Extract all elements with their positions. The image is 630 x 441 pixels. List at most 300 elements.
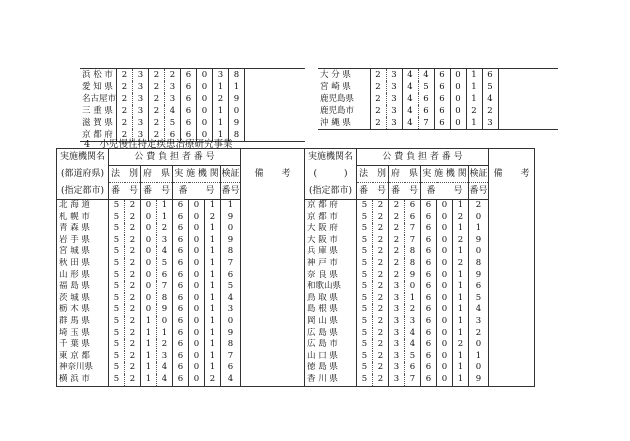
digit-cell: 0 — [189, 316, 205, 328]
digit-cell: 6 — [173, 304, 189, 316]
digit-cell: 1 — [213, 117, 229, 129]
digit-cell: 0 — [189, 212, 205, 224]
digit-cell: 4 — [165, 105, 181, 117]
digit-cell: 2 — [469, 200, 489, 212]
digit-cell: 0 — [437, 212, 453, 224]
digit-cell: 0 — [189, 374, 205, 386]
digit-cell: 0 — [189, 304, 205, 316]
digit-cell: 0 — [469, 339, 489, 351]
digit-cell: 6 — [181, 81, 197, 93]
digit-cell: 4 — [402, 69, 418, 82]
digit-cell: 0 — [197, 93, 213, 105]
digit-cell: 6 — [418, 105, 434, 117]
agency-name: 京 都 府 — [82, 130, 113, 140]
digit-cell: 3 — [389, 328, 405, 340]
table-row — [80, 81, 305, 93]
digit-cell: 5 — [109, 362, 125, 374]
digit-cell: 7 — [405, 374, 421, 386]
digit-cell: 2 — [125, 351, 141, 363]
digit-cell: 5 — [357, 374, 373, 386]
table-row — [57, 246, 535, 258]
digit-cell: 4 — [402, 93, 418, 105]
digit-cell: 1 — [453, 362, 469, 374]
digit-cell: 2 — [373, 351, 389, 363]
remarks-cell — [498, 81, 558, 93]
digit-cell: 1 — [205, 362, 221, 374]
digit-cell: 9 — [469, 270, 489, 282]
digit-cell: 1 — [205, 293, 221, 305]
digit-cell: 3 — [386, 93, 402, 105]
digit-cell: 2 — [389, 270, 405, 282]
digit-cell: 0 — [141, 281, 157, 293]
table-row — [57, 281, 535, 293]
digit-cell: 4 — [405, 339, 421, 351]
digit-cell: 2 — [453, 235, 469, 247]
digit-cell: 6 — [181, 105, 197, 117]
digit-cell: 0 — [189, 223, 205, 235]
remarks-cell — [245, 69, 305, 82]
remarks-cell — [489, 293, 535, 305]
digit-cell: 9 — [469, 374, 489, 386]
digit-cell: 6 — [173, 200, 189, 212]
digit-cell: 1 — [205, 316, 221, 328]
header-pref-2-right: 番 号 — [389, 183, 421, 200]
digit-cell: 3 — [469, 316, 489, 328]
agency-name: 秋 田 県 — [59, 257, 90, 268]
agency-name: 宮 崎 県 — [320, 82, 351, 92]
digit-cell: 2 — [205, 374, 221, 386]
digit-cell: 2 — [149, 93, 165, 105]
digit-cell: 6 — [421, 374, 437, 386]
digit-cell: 1 — [453, 351, 469, 363]
digit-cell: 3 — [389, 374, 405, 386]
digit-cell: 5 — [109, 339, 125, 351]
table-row — [80, 117, 305, 129]
digit-cell: 0 — [450, 117, 466, 130]
header-city: (指定都市) — [57, 183, 109, 200]
table-row — [80, 69, 305, 82]
digit-cell: 0 — [437, 351, 453, 363]
digit-cell: 3 — [386, 105, 402, 117]
agency-name: 滋 賀 県 — [82, 118, 113, 128]
digit-cell: 5 — [482, 81, 498, 93]
digit-cell: 2 — [149, 105, 165, 117]
digit-cell: 6 — [421, 293, 437, 305]
digit-cell: 2 — [125, 200, 141, 212]
digit-cell: 2 — [373, 223, 389, 235]
digit-cell: 0 — [437, 362, 453, 374]
remarks-cell — [241, 362, 305, 374]
digit-cell: 0 — [197, 81, 213, 93]
digit-cell: 9 — [469, 235, 489, 247]
digit-cell: 3 — [165, 81, 181, 93]
table-row — [80, 93, 305, 105]
digit-cell: 1 — [157, 328, 173, 340]
digit-cell: 1 — [141, 316, 157, 328]
remarks-cell — [489, 351, 535, 363]
digit-cell: 6 — [482, 69, 498, 82]
digit-cell: 1 — [205, 351, 221, 363]
digit-cell: 0 — [189, 362, 205, 374]
digit-cell: 6 — [173, 270, 189, 282]
digit-cell: 0 — [437, 246, 453, 258]
header-agency-num-right: 実 施 機 関 — [421, 166, 469, 183]
digit-cell: 2 — [157, 223, 173, 235]
digit-cell: 1 — [141, 339, 157, 351]
digit-cell: 0 — [141, 246, 157, 258]
digit-cell: 6 — [434, 69, 450, 82]
digit-cell: 0 — [437, 374, 453, 386]
digit-cell: 6 — [434, 93, 450, 105]
digit-cell: 2 — [469, 328, 489, 340]
header-pref-right: 府 県 — [389, 166, 421, 183]
agency-name: 香 川 県 — [305, 374, 357, 386]
agency-name: 大 阪 府 — [305, 223, 357, 235]
digit-cell: 1 — [205, 339, 221, 351]
digit-cell: 6 — [421, 200, 437, 212]
digit-cell: 2 — [117, 81, 133, 93]
digit-cell: 6 — [405, 362, 421, 374]
digit-cell: 4 — [402, 81, 418, 93]
digit-cell: 2 — [373, 374, 389, 386]
digit-cell: 9 — [405, 270, 421, 282]
digit-cell: 2 — [125, 281, 141, 293]
digit-cell: 6 — [173, 316, 189, 328]
digit-cell: 2 — [117, 105, 133, 117]
digit-cell: 6 — [221, 270, 241, 282]
digit-cell: 5 — [109, 304, 125, 316]
digit-cell: 0 — [189, 339, 205, 351]
digit-cell: 3 — [389, 293, 405, 305]
digit-cell: 0 — [141, 304, 157, 316]
digit-cell: 0 — [197, 117, 213, 129]
header-agency: 実施機関名 — [59, 152, 105, 163]
table-row — [57, 223, 535, 235]
digit-cell: 4 — [469, 304, 489, 316]
digit-cell: 1 — [466, 117, 482, 130]
digit-cell: 1 — [141, 374, 157, 386]
remarks-cell — [489, 200, 535, 212]
top-left-table — [80, 68, 305, 142]
digit-cell: 1 — [205, 258, 221, 270]
remarks-cell — [241, 200, 305, 212]
header-check-right: 検証 — [469, 166, 489, 183]
digit-cell: 5 — [109, 316, 125, 328]
digit-cell: 0 — [221, 223, 241, 235]
agency-name: 浜 松 市 — [82, 70, 113, 80]
digit-cell: 0 — [450, 105, 466, 117]
agency-name: 岩 手 県 — [59, 234, 90, 245]
table-row — [57, 374, 535, 386]
agency-name: 福 島 県 — [59, 281, 90, 292]
table-row — [57, 339, 535, 351]
digit-cell: 3 — [386, 117, 402, 130]
agency-name: 兵 庫 県 — [305, 246, 357, 258]
digit-cell: 2 — [149, 69, 165, 82]
digit-cell: 0 — [141, 212, 157, 224]
digit-cell: 6 — [173, 328, 189, 340]
agency-name: 名古屋市 — [82, 94, 117, 104]
digit-cell: 6 — [173, 212, 189, 224]
header-pref: 府 県 — [141, 166, 173, 183]
remarks-cell — [489, 246, 535, 258]
digit-cell: 1 — [453, 293, 469, 305]
digit-cell: 0 — [437, 235, 453, 247]
table-row — [80, 105, 305, 117]
digit-cell: 6 — [418, 93, 434, 105]
digit-cell: 3 — [133, 93, 149, 105]
digit-cell: 1 — [229, 81, 245, 93]
header-remarks: 備 考 — [241, 149, 305, 200]
remarks-cell — [489, 362, 535, 374]
digit-cell: 0 — [189, 200, 205, 212]
remarks-cell — [241, 351, 305, 363]
remarks-cell — [241, 212, 305, 224]
digit-cell: 0 — [141, 223, 157, 235]
digit-cell: 5 — [357, 316, 373, 328]
digit-cell: 2 — [117, 93, 133, 105]
digit-cell: 1 — [469, 351, 489, 363]
agency-name: 山 口 県 — [305, 351, 357, 363]
digit-cell: 0 — [437, 293, 453, 305]
digit-cell: 3 — [157, 235, 173, 247]
table-row — [57, 235, 535, 247]
digit-cell: 2 — [117, 69, 133, 82]
remarks-cell — [489, 316, 535, 328]
digit-cell: 2 — [125, 339, 141, 351]
header-city-right: (指定都市) — [305, 183, 357, 200]
remarks-cell — [489, 339, 535, 351]
digit-cell: 6 — [421, 351, 437, 363]
digit-cell: 2 — [125, 235, 141, 247]
digit-cell: 2 — [125, 258, 141, 270]
digit-cell: 1 — [453, 223, 469, 235]
digit-cell: 2 — [373, 328, 389, 340]
digit-cell: 5 — [109, 235, 125, 247]
header-check-2: 番号 — [221, 183, 241, 200]
remarks-cell — [489, 270, 535, 282]
header-law: 法 別 — [109, 166, 141, 183]
digit-cell: 8 — [221, 246, 241, 258]
digit-cell: 1 — [466, 81, 482, 93]
digit-cell: 2 — [373, 293, 389, 305]
digit-cell: 0 — [437, 200, 453, 212]
digit-cell: 6 — [165, 129, 181, 142]
digit-cell: 6 — [434, 105, 450, 117]
remarks-cell — [489, 374, 535, 386]
digit-cell: 2 — [125, 304, 141, 316]
digit-cell: 6 — [434, 81, 450, 93]
table-row — [57, 362, 535, 374]
digit-cell: 2 — [149, 117, 165, 129]
digit-cell: 5 — [357, 200, 373, 212]
digit-cell: 5 — [357, 304, 373, 316]
header-agency-num-2: 番 号 — [173, 183, 221, 200]
digit-cell: 2 — [373, 212, 389, 224]
digit-cell: 4 — [405, 328, 421, 340]
digit-cell: 5 — [469, 293, 489, 305]
digit-cell: 2 — [389, 246, 405, 258]
digit-cell: 2 — [466, 105, 482, 117]
digit-cell: 1 — [205, 223, 221, 235]
digit-cell: 2 — [405, 304, 421, 316]
table-row — [318, 81, 558, 93]
digit-cell: 8 — [221, 339, 241, 351]
header-remarks-right: 備 考 — [489, 149, 535, 200]
agency-name: 和歌山県 — [305, 281, 357, 293]
digit-cell: 5 — [109, 258, 125, 270]
digit-cell: 2 — [373, 246, 389, 258]
digit-cell: 1 — [453, 328, 469, 340]
digit-cell: 2 — [373, 281, 389, 293]
digit-cell: 0 — [437, 328, 453, 340]
digit-cell: 3 — [389, 362, 405, 374]
digit-cell: 6 — [405, 200, 421, 212]
digit-cell: 2 — [125, 293, 141, 305]
digit-cell: 2 — [482, 105, 498, 117]
digit-cell: 2 — [125, 316, 141, 328]
digit-cell: 0 — [437, 281, 453, 293]
remarks-cell — [241, 316, 305, 328]
digit-cell: 3 — [221, 304, 241, 316]
digit-cell: 0 — [437, 223, 453, 235]
digit-cell: 6 — [421, 328, 437, 340]
remarks-cell — [241, 281, 305, 293]
digit-cell: 5 — [357, 362, 373, 374]
digit-cell: 6 — [173, 374, 189, 386]
top-right-table — [318, 68, 558, 130]
digit-cell: 9 — [229, 93, 245, 105]
digit-cell: 3 — [386, 69, 402, 82]
table-row — [318, 93, 558, 105]
remarks-cell — [489, 304, 535, 316]
remarks-cell — [245, 129, 305, 142]
agency-name: 鳥 取 県 — [305, 293, 357, 305]
table-row — [57, 328, 535, 340]
digit-cell: 6 — [181, 93, 197, 105]
digit-cell: 2 — [165, 69, 181, 82]
digit-cell: 6 — [421, 281, 437, 293]
digit-cell: 2 — [125, 374, 141, 386]
header-law-2: 番 号 — [109, 183, 141, 200]
digit-cell: 2 — [125, 246, 141, 258]
digit-cell: 5 — [109, 200, 125, 212]
digit-cell: 2 — [125, 328, 141, 340]
digit-cell: 0 — [189, 351, 205, 363]
remarks-cell — [498, 105, 558, 117]
table-row — [57, 270, 535, 282]
digit-cell: 1 — [205, 200, 221, 212]
digit-cell: 4 — [157, 246, 173, 258]
agency-name: 神奈川県 — [59, 362, 94, 373]
digit-cell: 2 — [389, 235, 405, 247]
digit-cell: 6 — [181, 129, 197, 142]
digit-cell: 0 — [469, 246, 489, 258]
table-row — [318, 117, 558, 130]
remarks-cell — [241, 270, 305, 282]
digit-cell: 0 — [141, 235, 157, 247]
digit-cell: 6 — [421, 258, 437, 270]
digit-cell: 1 — [453, 316, 469, 328]
digit-cell: 5 — [221, 281, 241, 293]
agency-name: 群 馬 県 — [59, 315, 90, 326]
header-pref-2: 番 号 — [141, 183, 173, 200]
digit-cell: 1 — [405, 293, 421, 305]
digit-cell: 2 — [373, 339, 389, 351]
digit-cell: 2 — [373, 235, 389, 247]
digit-cell: 4 — [157, 362, 173, 374]
digit-cell: 1 — [213, 81, 229, 93]
header-payer-number: 公 費 負 担 者 番 号 — [109, 149, 241, 166]
remarks-cell — [241, 293, 305, 305]
header-agency-num: 実 施 機 関 — [173, 166, 221, 183]
digit-cell: 0 — [437, 304, 453, 316]
header-agency-right: 実施機関名 — [305, 149, 357, 166]
agency-name: 広 島 市 — [305, 339, 357, 351]
agency-name: 北 海 道 — [59, 200, 90, 210]
digit-cell: 3 — [133, 105, 149, 117]
agency-name: 大 阪 市 — [305, 235, 357, 247]
digit-cell: 6 — [405, 212, 421, 224]
remarks-cell — [241, 339, 305, 351]
digit-cell: 1 — [205, 235, 221, 247]
remarks-cell — [241, 246, 305, 258]
digit-cell: 1 — [157, 212, 173, 224]
digit-cell: 0 — [141, 200, 157, 212]
digit-cell: 5 — [357, 328, 373, 340]
digit-cell: 6 — [421, 235, 437, 247]
digit-cell: 1 — [453, 246, 469, 258]
digit-cell: 2 — [157, 339, 173, 351]
digit-cell: 2 — [389, 223, 405, 235]
digit-cell: 1 — [453, 200, 469, 212]
digit-cell: 0 — [189, 293, 205, 305]
table-row — [57, 200, 535, 212]
agency-name: 千 葉 県 — [59, 339, 90, 350]
digit-cell: 5 — [109, 281, 125, 293]
digit-cell: 5 — [357, 258, 373, 270]
digit-cell: 6 — [173, 281, 189, 293]
digit-cell: 5 — [165, 117, 181, 129]
digit-cell: 0 — [469, 212, 489, 224]
digit-cell: 5 — [357, 235, 373, 247]
digit-cell: 3 — [389, 351, 405, 363]
digit-cell: 1 — [141, 328, 157, 340]
digit-cell: 2 — [373, 304, 389, 316]
table-row — [57, 316, 535, 328]
digit-cell: 3 — [389, 316, 405, 328]
digit-cell: 6 — [181, 117, 197, 129]
agency-name: 山 形 県 — [59, 269, 90, 280]
digit-cell: 2 — [370, 117, 386, 130]
digit-cell: 3 — [213, 69, 229, 82]
digit-cell: 7 — [405, 223, 421, 235]
digit-cell: 3 — [389, 339, 405, 351]
digit-cell: 2 — [149, 129, 165, 142]
digit-cell: 2 — [370, 69, 386, 82]
digit-cell: 1 — [157, 200, 173, 212]
remarks-cell — [498, 93, 558, 105]
digit-cell: 9 — [229, 117, 245, 129]
digit-cell: 3 — [133, 129, 149, 142]
remarks-cell — [241, 258, 305, 270]
digit-cell: 1 — [453, 374, 469, 386]
digit-cell: 1 — [453, 281, 469, 293]
digit-cell: 5 — [109, 351, 125, 363]
digit-cell: 5 — [357, 223, 373, 235]
digit-cell: 0 — [221, 316, 241, 328]
agency-name: 島 根 県 — [305, 304, 357, 316]
